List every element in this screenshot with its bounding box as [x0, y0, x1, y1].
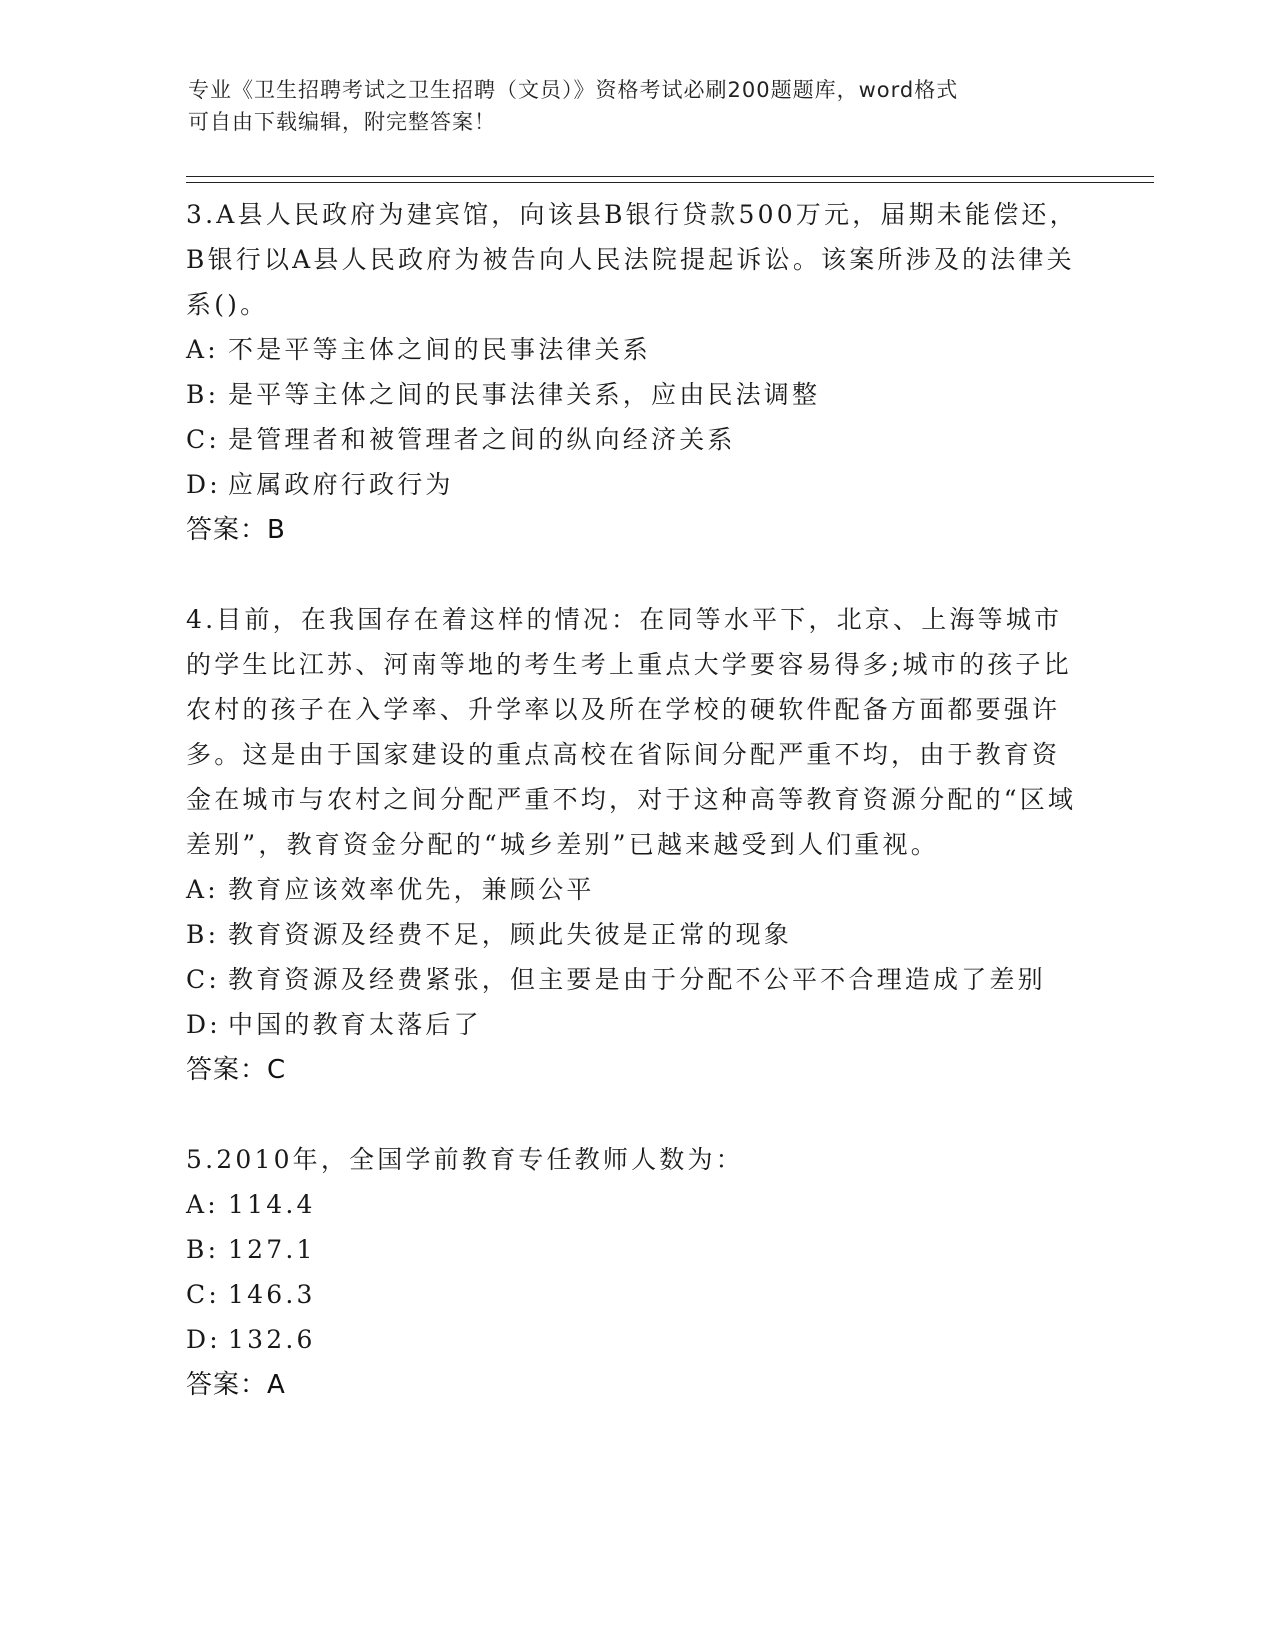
header-divider — [186, 176, 1154, 183]
option-d — [186, 1002, 1086, 1047]
question-stem: 3.A县人民政府为建宾馆，向该县B银行贷款500万元，届期未能偿还，B银行以A县人民政府为被告向人民法院提起诉讼。该案所涉及的法律关系()。 — [186, 200, 1078, 319]
option-a — [186, 1182, 1086, 1227]
question-stem: 5.2010年，全国学前教育专任教师人数为： — [186, 1145, 744, 1174]
option-text: 应属政府行政行为 — [228, 470, 454, 499]
option-text: 教育应该效率优先，兼顾公平 — [228, 875, 595, 904]
option-text: 114.4 — [228, 1190, 316, 1219]
option-label: D: — [186, 1325, 221, 1354]
header-line-1: 专业《卫生招聘考试之卫生招聘（文员）》资格考试必刷200题题库，word格式 — [188, 78, 959, 102]
option-text: 是平等主体之间的民事法律关系，应由民法调整 — [228, 380, 821, 409]
answer-line: 答案：C — [186, 1055, 287, 1085]
option-text: 中国的教育太落后了 — [228, 1010, 482, 1039]
option-label: D: — [186, 470, 221, 499]
question-4 — [186, 597, 1086, 1093]
header-line-2: 可自由下载编辑，附完整答案！ — [188, 110, 496, 134]
answer-line: 答案：A — [186, 1370, 286, 1400]
option-label: B: — [186, 380, 220, 409]
option-a — [186, 867, 1086, 912]
option-text: 教育资源及经费不足，顾此失彼是正常的现象 — [228, 920, 793, 949]
option-text: 127.1 — [228, 1235, 316, 1264]
question-list — [186, 192, 1086, 1452]
option-label: B: — [186, 920, 220, 949]
option-c — [186, 957, 1086, 1002]
option-c — [186, 417, 1086, 462]
option-b — [186, 1227, 1086, 1272]
option-d — [186, 1317, 1086, 1362]
document-header — [188, 74, 1068, 138]
option-label: C: — [186, 1280, 220, 1309]
option-text: 是管理者和被管理者之间的纵向经济关系 — [228, 425, 736, 454]
option-text: 132.6 — [228, 1325, 316, 1354]
option-text: 不是平等主体之间的民事法律关系 — [228, 335, 652, 364]
option-b — [186, 912, 1086, 957]
option-label: A: — [186, 875, 219, 904]
option-b — [186, 372, 1086, 417]
option-text: 教育资源及经费紧张，但主要是由于分配不公平不合理造成了差别 — [228, 965, 1046, 994]
option-text: 146.3 — [228, 1280, 316, 1309]
question-5 — [186, 1137, 1086, 1408]
option-c — [186, 1272, 1086, 1317]
option-label: C: — [186, 425, 220, 454]
option-label: B: — [186, 1235, 220, 1264]
option-a — [186, 327, 1086, 372]
option-d — [186, 462, 1086, 507]
option-label: A: — [186, 1190, 219, 1219]
option-label: C: — [186, 965, 220, 994]
answer-line: 答案：B — [186, 515, 286, 545]
option-label: D: — [186, 1010, 221, 1039]
question-3 — [186, 192, 1086, 553]
question-stem: 4.目前，在我国存在着这样的情况：在同等水平下，北京、上海等城市的学生比江苏、河南等地的考生考上重点大学要容易得多;城市的孩子比农村的孩子在入学率、升学率以及所在学校的硬软件配备方面都要强许多。这是由于国家建设的重点高校在省际间分配严重不均，由于教育资金在城市与农村之间分配严重不均，对于这种高等教育资源分配的“区域差别”，教育资金分配的“城乡差别”已越来越受到人们重视。 — [186, 605, 1077, 859]
option-label: A: — [186, 335, 219, 364]
